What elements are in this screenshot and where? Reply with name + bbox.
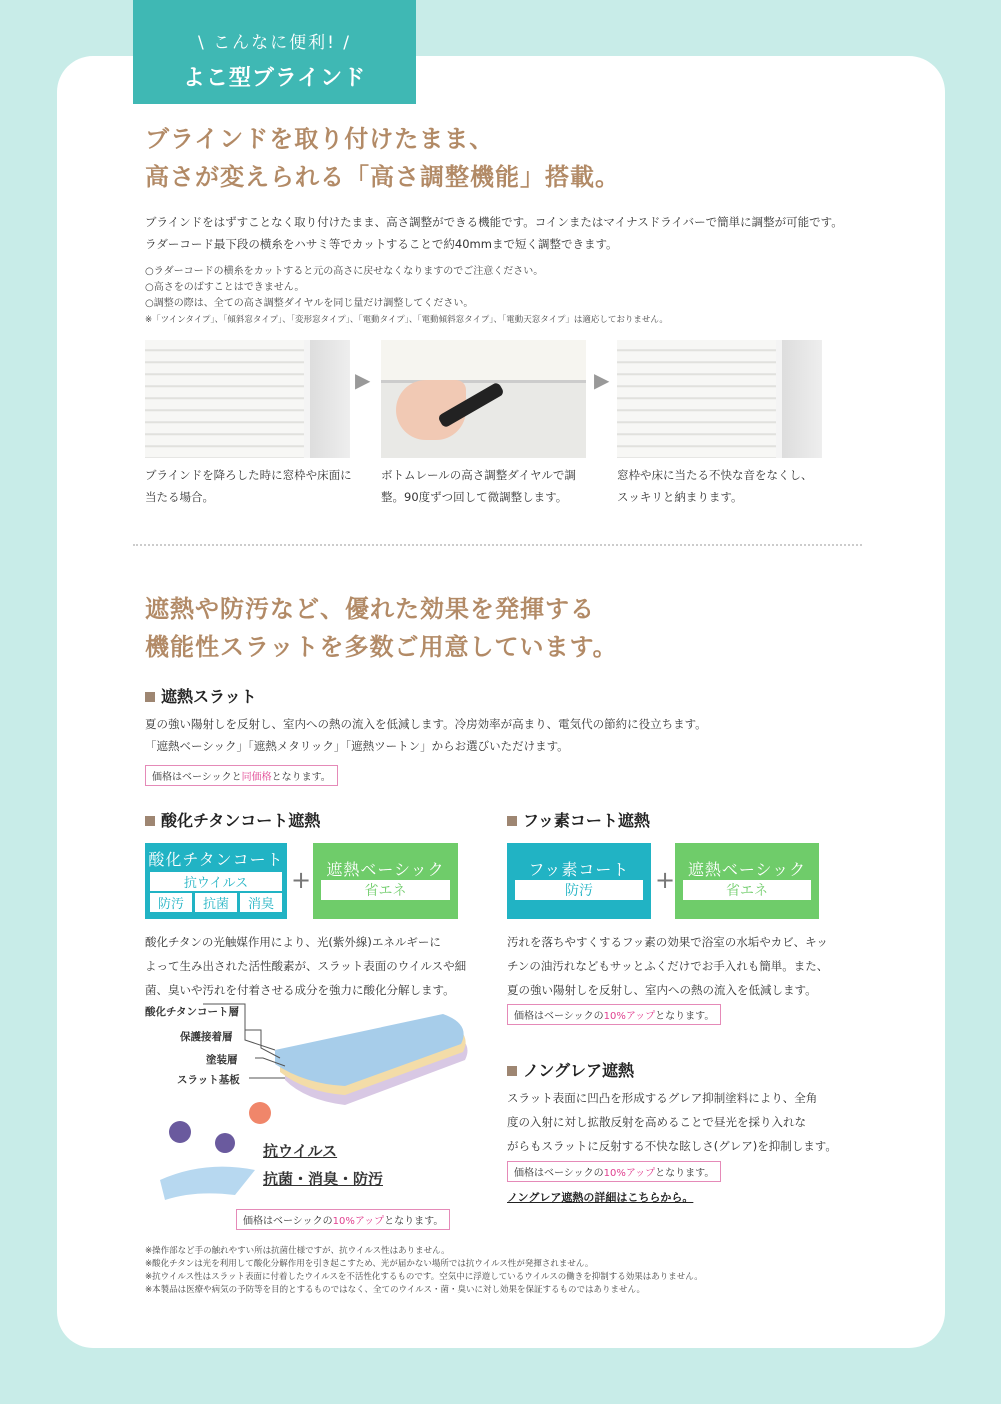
price-highlight: 同価格 xyxy=(241,772,272,783)
description-line: スラット表面に凹凸を形成するグレア抑制塗料により、全角 xyxy=(507,1091,818,1105)
feature-deodorant: 消臭 xyxy=(240,893,282,912)
headline-line-1: 遮熱や防汚など、優れた効果を発揮する xyxy=(145,595,595,623)
slat-icon xyxy=(160,1167,255,1200)
footnote-item: ※抗ウイルス性はスラット表面に付着したウイルスを不活性化するものです。空気中に浮遊しているウイルスの働きを抑制する効果はありません。 xyxy=(145,1272,703,1282)
arrow-right-icon: ▶ xyxy=(594,368,610,392)
slat-layer-illustration xyxy=(145,1000,475,1230)
description-line: がらもスラットに反射する不快な眩しさ(グレア)を抑制します。 xyxy=(507,1139,837,1153)
description-line: 「遮熱ベーシック」「遮熱メタリック」「遮熱ツートン」からお選びいただけます。 xyxy=(145,739,569,753)
heat-slat-description xyxy=(145,713,707,757)
footnote-item: ※本製品は医療や病気の予防等を目的とするものではなく、全てのウイルス・菌・臭いに対し効果を保証するものではありません。 xyxy=(145,1285,645,1295)
caption-line: スッキリと納まります。 xyxy=(617,490,743,504)
layer-label-titanium: 酸化チタンコート層 xyxy=(145,1006,239,1018)
price-text: となります。 xyxy=(384,1216,444,1227)
category-tag xyxy=(133,0,416,104)
fluorine-description xyxy=(507,930,828,1002)
adjust-dial-photo xyxy=(381,340,586,458)
caption-step-2 xyxy=(381,464,591,508)
section-divider xyxy=(133,544,862,546)
footnote-item: ※操作部など手の触れやすい所は抗菌仕様ですが、抗ウイルス性はありません。 xyxy=(145,1246,450,1256)
feature-antivirus: 抗ウイルス xyxy=(150,872,282,891)
titanium-price-note xyxy=(236,1209,450,1230)
box-title: 遮熱ベーシック xyxy=(687,860,807,879)
headline-line-1: ブラインドを取り付けたまま、 xyxy=(145,125,495,153)
description-line-1: ブラインドをはずすことなく取り付けたまま、高さ調整ができる機能です。コインまたはマイナスドライバーで簡単に調整が可能です。 xyxy=(145,215,843,229)
nonglare-heading xyxy=(507,1058,634,1081)
layer-titanium xyxy=(275,1014,464,1086)
layer-label-substrate: スラット基板 xyxy=(177,1074,240,1086)
feature-antifouling: 防汚 xyxy=(515,880,643,900)
bottom-rail xyxy=(381,340,586,383)
price-text: 価格はベーシックの xyxy=(243,1216,333,1227)
leader-line xyxy=(203,1004,275,1050)
description-line: 度の入射に対し拡散反射を高めることで昼光を採り入れな xyxy=(507,1115,806,1129)
caution-notes xyxy=(145,264,668,328)
box-title: 遮熱ベーシック xyxy=(326,860,445,879)
square-bullet-icon xyxy=(145,692,155,702)
heat-basic-box xyxy=(313,843,458,919)
nonglare-description xyxy=(507,1086,837,1158)
window-frame xyxy=(304,340,350,458)
caption-line: 当たる場合。 xyxy=(145,490,214,504)
caption-step-3 xyxy=(617,464,827,508)
description-line: 汚れを落ちやすくするフッ素の効果で浴室の水垢やカビ、キッ xyxy=(507,935,828,949)
layer-label-adhesive: 保護接着層 xyxy=(180,1031,233,1043)
titanium-description xyxy=(145,930,466,1002)
plus-icon: + xyxy=(291,866,312,894)
feature-energy-saving: 省エネ xyxy=(683,880,811,900)
nonglare-price-note xyxy=(507,1161,721,1182)
footnotes xyxy=(145,1245,703,1297)
price-text: となります。 xyxy=(655,1168,715,1179)
height-adjust-headline xyxy=(145,120,620,196)
fluorine-price-note xyxy=(507,1004,721,1025)
slat-headline xyxy=(145,590,618,666)
titanium-title: 酸化チタンコート遮熱 xyxy=(161,811,321,830)
fluorine-title: フッ素コート遮熱 xyxy=(523,811,650,830)
effect-antivirus: 抗ウイルス xyxy=(263,1142,338,1160)
note-item: ○ラダーコードの横糸をカットすると元の高さに戻せなくなりますのでご注意ください。 xyxy=(145,266,544,277)
feature-antibacterial: 抗菌 xyxy=(195,893,237,912)
caption-step-1 xyxy=(145,464,355,508)
caption-line: 整。90度ずつ回して微調整します。 xyxy=(381,490,568,504)
square-bullet-icon xyxy=(145,816,155,826)
description-line: 夏の強い陽射しを反射し、室内への熱の流入を低減します。冷房効率が高まり、電気代の節約に役立ちます。 xyxy=(145,717,707,731)
description-line: よって生み出された活性酸素が、スラット表面のウイルスや細 xyxy=(145,959,467,973)
height-adjust-description xyxy=(145,211,843,255)
heat-basic-box xyxy=(675,843,819,919)
price-text: となります。 xyxy=(655,1011,715,1022)
heat-price-note xyxy=(145,765,338,786)
nonglare-title: ノングレア遮熱 xyxy=(523,1061,635,1080)
price-highlight: 10%アップ xyxy=(332,1216,385,1227)
fluorine-coat-box xyxy=(507,843,651,919)
arrow-right-icon: ▶ xyxy=(355,368,371,392)
leader-line xyxy=(245,1030,280,1058)
caption-line: ブラインドを降ろした時に窓枠や床面に xyxy=(145,468,352,482)
description-line: 菌、臭いや汚れを付着させる成分を強力に酸化分解します。 xyxy=(145,983,455,997)
description-line-2: ラダーコード最下段の横糸をハサミ等でカットすることで約40mmまで短く調整できます。 xyxy=(145,237,618,251)
note-item: ○調整の際は、全ての高さ調整ダイヤルを同じ量だけ調整してください。 xyxy=(145,298,474,309)
description-line: 夏の強い陽射しを反射し、室内への熱の流入を低減します。 xyxy=(507,983,817,997)
titanium-heading xyxy=(145,808,320,831)
note-item: ○高さをのばすことはできません。 xyxy=(145,282,305,293)
feature-antifouling: 防汚 xyxy=(150,893,192,912)
box-title: 酸化チタンコート xyxy=(148,850,284,869)
nonglare-detail-link[interactable]: ノングレア遮熱の詳細はこちらから。 xyxy=(507,1191,694,1204)
price-text: となります。 xyxy=(271,772,331,783)
plus-icon: + xyxy=(655,866,676,894)
feature-energy-saving: 省エネ xyxy=(321,880,450,900)
note-item: ※「ツインタイプ」、「傾斜窓タイプ」、「変形窓タイプ」、「電動タイプ」、「電動傾斜窓タイプ」、「電動天窓タイプ」は適応しておりません。 xyxy=(145,315,668,325)
caption-line: 窓枠や床に当たる不快な音をなくし、 xyxy=(617,468,813,482)
fluorine-heading xyxy=(507,808,650,831)
tag-subtitle: \ こんなに便利! / xyxy=(197,33,352,53)
feature-row xyxy=(150,893,282,912)
blind-before-photo xyxy=(145,340,350,458)
caption-line: ボトムレールの高さ調整ダイヤルで調 xyxy=(381,468,576,482)
headline-line-2: 機能性スラットを多数ご用意しています。 xyxy=(145,633,618,661)
heat-slat-heading xyxy=(145,684,257,707)
price-text: 価格はベーシックと xyxy=(152,772,242,783)
sun-icon xyxy=(249,1102,271,1124)
heat-slat-title: 遮熱スラット xyxy=(161,687,257,706)
headline-line-2: 高さが変えられる「高さ調整機能」搭載。 xyxy=(145,163,620,191)
virus-icon xyxy=(215,1133,235,1153)
description-line: 酸化チタンの光触媒作用により、光(紫外線)エネルギーに xyxy=(145,935,441,949)
footnote-item: ※酸化チタンは光を利用して酸化分解作用を引き起こすため、光が届かない場所では抗ウイルス性が発揮されません。 xyxy=(145,1259,594,1269)
virus-icon xyxy=(169,1121,191,1143)
tag-title: よこ型ブラインド xyxy=(182,66,367,91)
price-text: 価格はベーシックの xyxy=(514,1011,604,1022)
description-line: チンの油汚れなどもサッとふくだけでお手入れも簡単。また、 xyxy=(507,959,829,973)
price-highlight: 10%アップ xyxy=(603,1168,656,1179)
price-text: 価格はベーシックの xyxy=(514,1168,604,1179)
square-bullet-icon xyxy=(507,1066,517,1076)
box-title: フッ素コート xyxy=(528,860,630,879)
layer-label-paint: 塗装層 xyxy=(206,1054,238,1066)
blind-after-photo xyxy=(617,340,822,458)
window-frame xyxy=(776,340,822,458)
effect-others: 抗菌・消臭・防汚 xyxy=(263,1170,384,1188)
titanium-coat-box xyxy=(145,843,287,919)
square-bullet-icon xyxy=(507,816,517,826)
price-highlight: 10%アップ xyxy=(603,1011,656,1022)
